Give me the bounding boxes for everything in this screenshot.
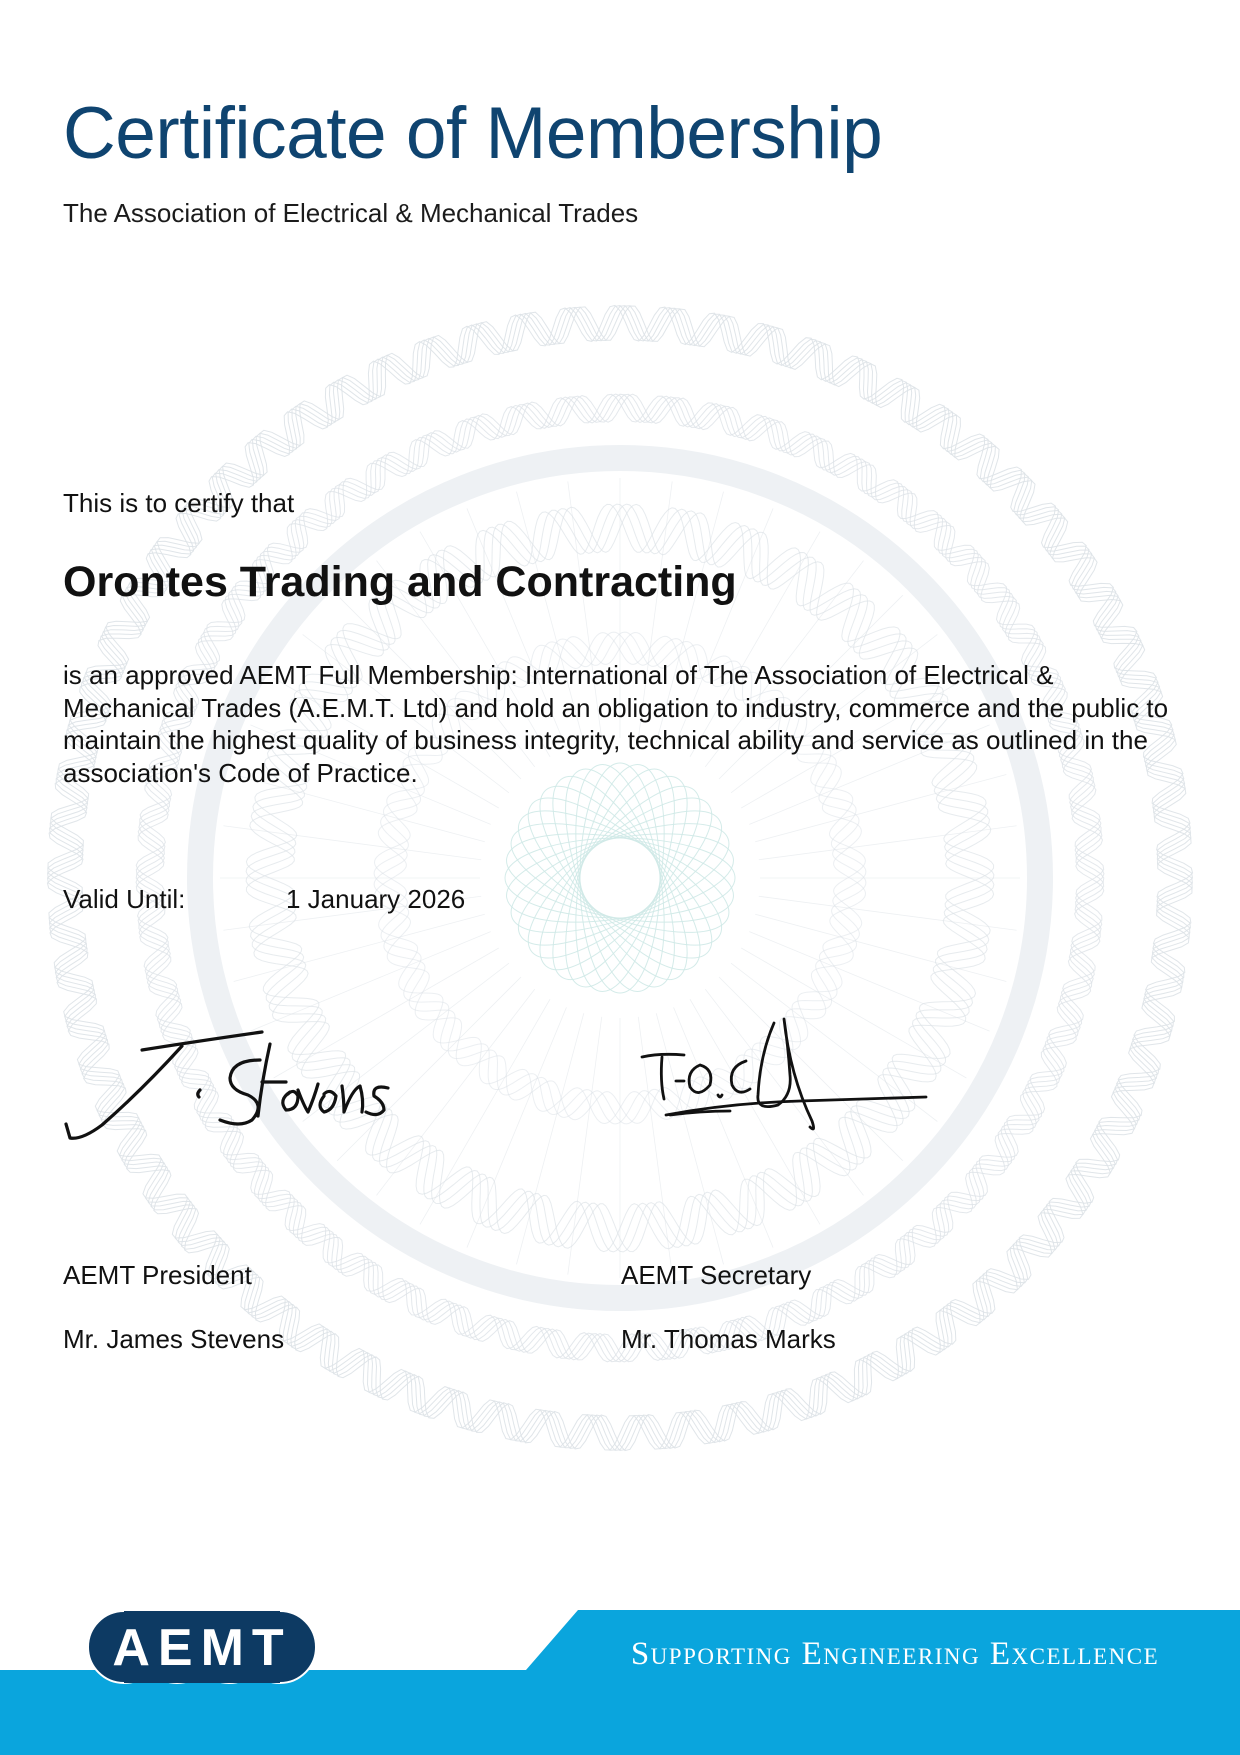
president-signature xyxy=(62,1020,392,1160)
aemt-logo xyxy=(86,1609,318,1685)
president-name: Mr. James Stevens xyxy=(63,1324,285,1354)
member-name: Orontes Trading and Contracting xyxy=(63,558,737,606)
certify-intro: This is to certify that xyxy=(63,488,295,518)
certificate-title: Certificate of Membership xyxy=(63,93,883,174)
footer-tagline: Supporting Engineering Excellence xyxy=(630,1636,1160,1672)
secretary-signature xyxy=(640,1015,930,1175)
secretary-role: AEMT Secretary xyxy=(621,1260,812,1290)
secretary-name: Mr. Thomas Marks xyxy=(621,1324,836,1354)
president-role: AEMT President xyxy=(63,1260,252,1290)
issuer-name: The Association of Electrical & Mechanical Trades xyxy=(63,198,639,228)
membership-statement: is an approved AEMT Full Membership: International of The Association of Electrical & Mechanical Trades (A.E.M.T. Ltd) and hold an obligation to industry, commerce and the public to maintain the highest quality of business integrity, technical ability and service as outlined in the association's Code of Practice. xyxy=(63,660,1169,788)
logo-text: AEMT xyxy=(112,1619,292,1677)
guilloche-watermark xyxy=(30,288,1210,1468)
valid-until-date: 1 January 2026 xyxy=(286,884,466,914)
valid-until-label: Valid Until: xyxy=(63,884,186,914)
